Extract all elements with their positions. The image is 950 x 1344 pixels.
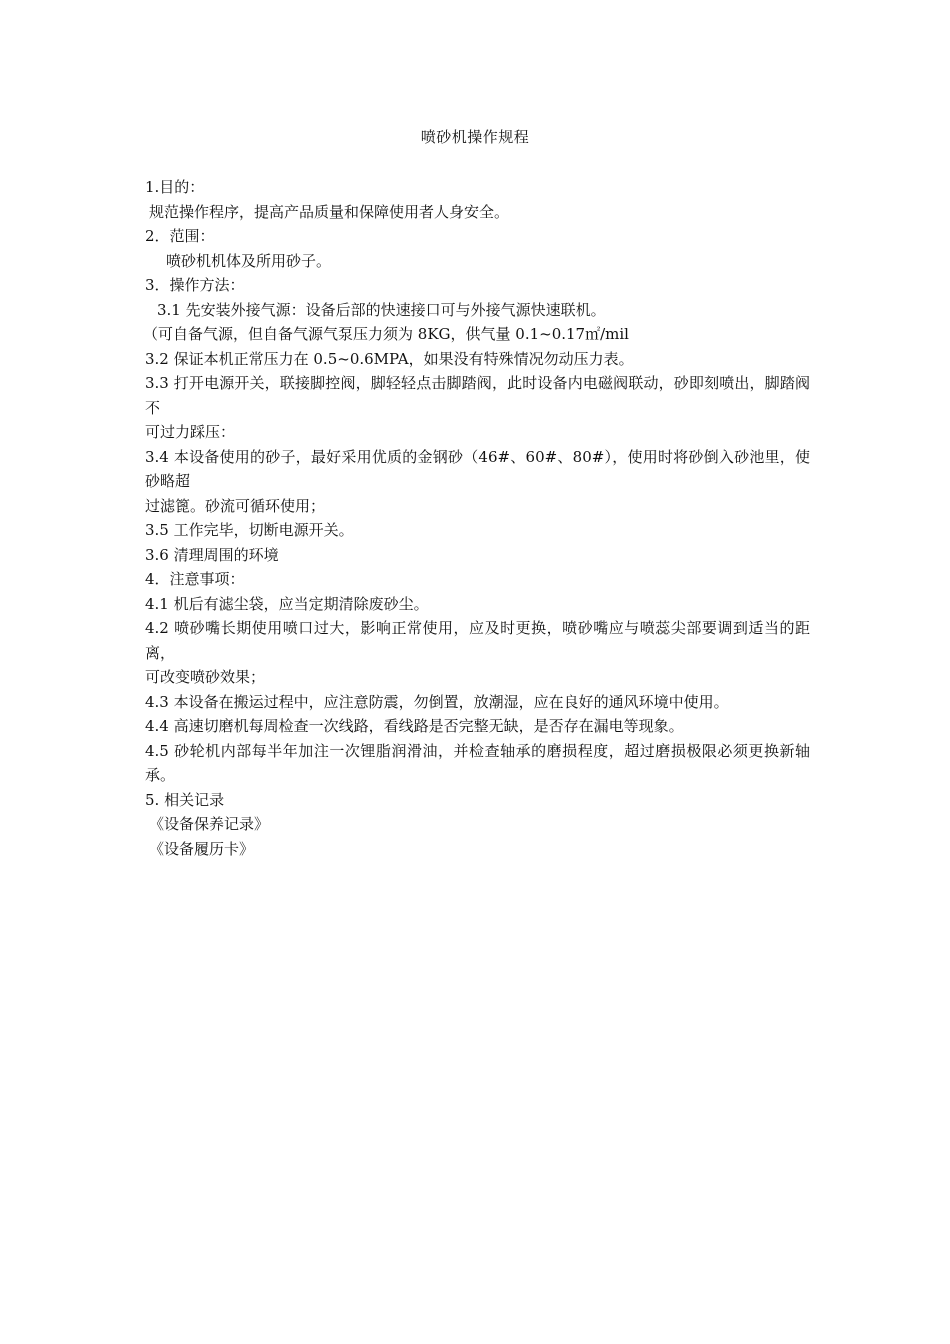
note-item-4-2: 4.2 喷砂嘴长期使用喷口过大，影响正常使用，应及时更换，喷砂嘴应与喷蕊尖部要调到适当的距离，	[145, 619, 810, 662]
record-maintenance: 《设备保养记录》	[149, 815, 270, 833]
section-scope-heading: 2．范围：	[145, 227, 215, 245]
section-method-heading: 3．操作方法：	[145, 276, 245, 294]
method-item-3-1: 3.1 先安装外接气源：设备后部的快速接口可与外接气源快速联机。	[157, 300, 606, 319]
note-item-4-2-cont: 可改变喷砂效果；	[145, 668, 266, 686]
method-item-3-2: 3.2 保证本机正常压力在 0.5~0.6MPA，如果没有特殊情况勿动压力表。	[145, 349, 634, 368]
section-purpose-heading: 1.目的：	[145, 178, 205, 196]
section-purpose-text: 规范操作程序，提高产品质量和保障使用者人身安全。	[149, 202, 510, 221]
method-item-3-3-cont: 可过力踩压：	[145, 423, 236, 441]
document-body	[145, 175, 810, 861]
note-item-4-3: 4.3 本设备在搬运过程中，应注意防震，勿倒置，放潮湿，应在良好的通风环境中使用。	[145, 692, 729, 711]
note-item-4-5: 4.5 砂轮机内部每半年加注一次锂脂润滑油，并检查轴承的磨损程度，超过磨损极限必须更换新轴承。	[145, 741, 810, 784]
document-title: 喷砂机操作规程	[420, 128, 530, 146]
note-item-4-1: 4.1 机后有滤尘袋，应当定期清除废砂尘。	[145, 594, 429, 613]
method-item-3-1-note: （可自备气源，但自备气源气泵压力须为 8KG，供气量 0.1~0.17㎡/mil	[143, 325, 629, 343]
method-item-3-5: 3.5 工作完毕，切断电源开关。	[145, 521, 354, 539]
method-item-3-4-cont: 过滤篦。砂流可循环使用；	[145, 496, 326, 515]
method-item-3-6: 3.6 清理周围的环境	[145, 545, 279, 564]
method-item-3-4: 3.4 本设备使用的砂子，最好采用优质的金钢砂（46#、60#、80#），使用时将砂倒入砂池里，使砂略超	[145, 447, 810, 490]
section-scope-text: 喷砂机机体及所用砂子。	[166, 251, 332, 270]
method-item-3-3: 3.3 打开电源开关，联接脚控阀，脚轻轻点击脚踏阀，此时设备内电磁阀联动，砂即刻喷出，脚踏阀不	[145, 374, 810, 417]
record-history-card: 《设备履历卡》	[149, 839, 255, 858]
section-records-heading: 5. 相关记录	[145, 790, 225, 809]
note-item-4-4: 4.4 高速切磨机每周检查一次线路，看线路是否完整无缺，是否存在漏电等现象。	[145, 717, 684, 735]
section-notes-heading: 4．注意事项：	[145, 570, 245, 588]
